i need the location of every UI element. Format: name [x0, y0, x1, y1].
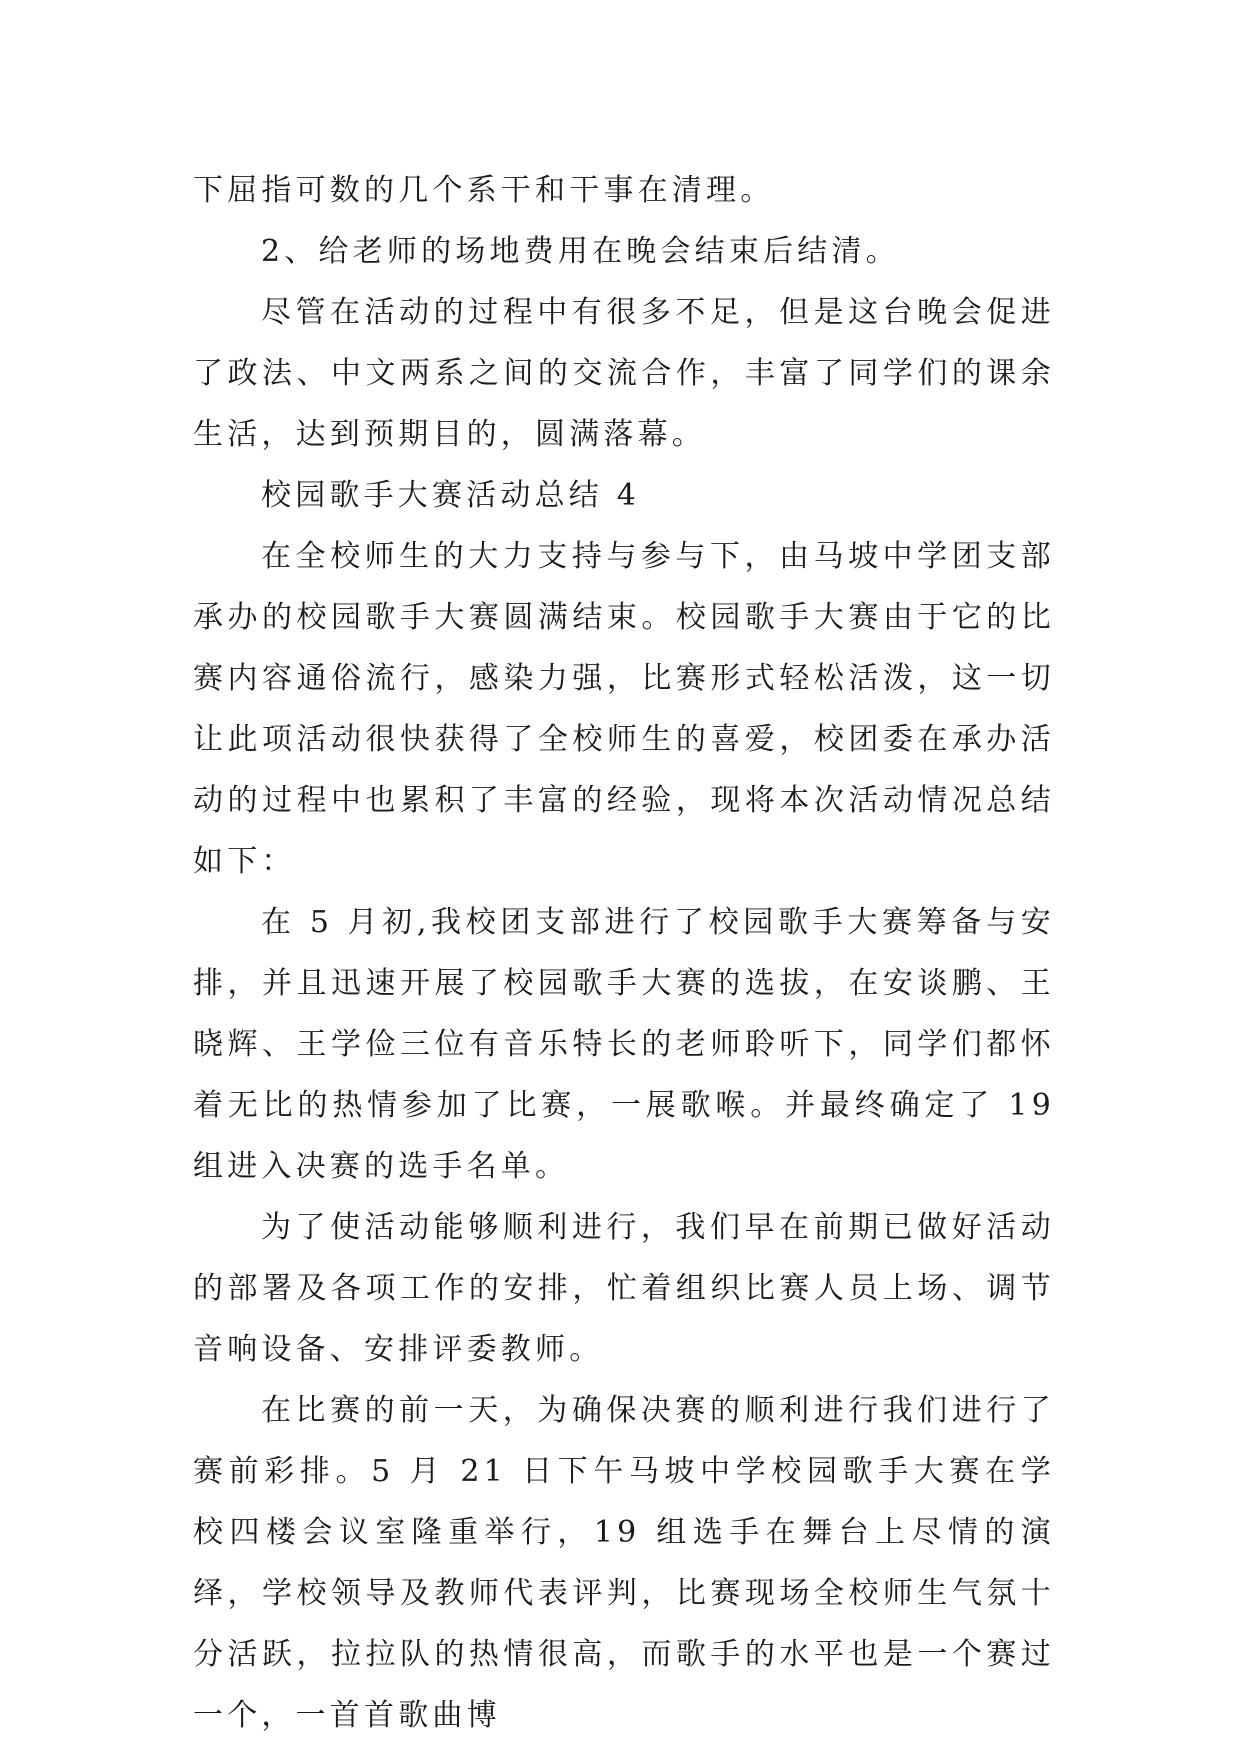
section-heading: 校园歌手大赛活动总结 4 — [261, 478, 641, 513]
document-body — [193, 160, 1055, 1746]
paragraph-conclusion: 尽管在活动的过程中有很多不足，但是这台晚会促进了政法、中文两系之间的交流合作，丰富了同学们的课余生活，达到预期目的，圆满落幕。 — [193, 295, 1055, 452]
paragraph-final: 在比赛的前一天，为确保决赛的顺利进行我们进行了赛前彩排。5 月 21 日下午马坡中学校园歌手大赛在学校四楼会议室隆重举行，19 组选手在舞台上尽情的演绎，学校领导及教师代表评判，比赛现场全校师生气氛十分活跃，拉拉队的热情很高，而歌手的水平也是一个赛过一个，一首首歌曲博 — [193, 1393, 1055, 1733]
paragraph-continuation: 下屈指可数的几个系干和干事在清理。 — [193, 173, 775, 208]
paragraph-intro: 在全校师生的大力支持与参与下，由马坡中学团支部承办的校园歌手大赛圆满结束。校园歌手大赛由于它的比赛内容通俗流行，感染力强，比赛形式轻松活泼，这一切让此项活动很快获得了全校师生的喜爱，校团委在承办活动的过程中也累积了丰富的经验，现将本次活动情况总结如下： — [193, 539, 1055, 879]
paragraph-venue-fee: 2、给老师的场地费用在晚会结束后结清。 — [261, 234, 900, 269]
paragraph-preparation: 为了使活动能够顺利进行，我们早在前期已做好活动的部署及各项工作的安排，忙着组织比赛人员上场、调节音响设备、安排评委教师。 — [193, 1210, 1055, 1367]
paragraph-selection: 在 5 月初,我校团支部进行了校园歌手大赛筹备与安排，并且迅速开展了校园歌手大赛的选拔，在安谈鹏、王晓辉、王学俭三位有音乐特长的老师聆听下，同学们都怀着无比的热情参加了比赛，一展歌喉。并最终确定了 19 组进入决赛的选手名单。 — [193, 905, 1055, 1184]
